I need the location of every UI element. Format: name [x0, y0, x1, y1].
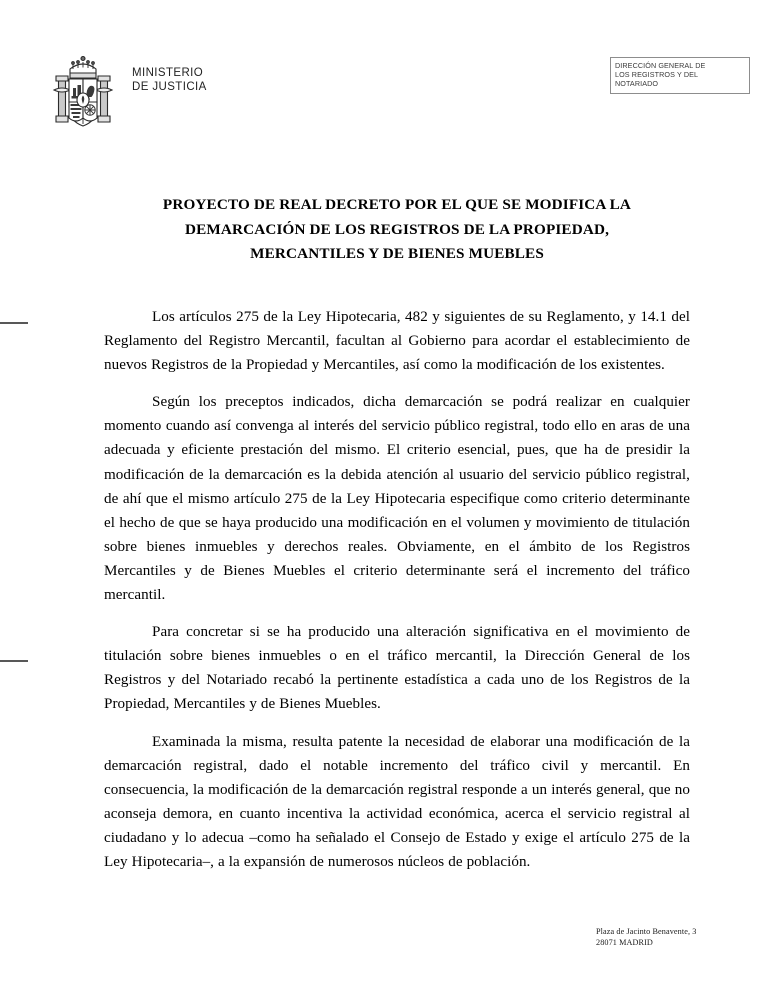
document-title — [104, 193, 690, 267]
ministry-name — [132, 66, 207, 94]
body-paragraph-2: Según los preceptos indicados, dicha demarcación se podrá realizar en cualquier momento cuando así convenga al interés del servicio público registral, todo ello en aras de una adecuada y eficiente prestación del mismo. El criterio esencial, pues, que ha de presidir la modificación de la demarcación es la debida atención al usuario del servicio público registral, de ahí que el mismo artículo 275 de la Ley Hipotecaria especifique como criterio determinante el hecho de que se haya producido una modificación en el volumen y movimiento de titulación sobre bienes inmuebles y derechos reales. Obviamente, en el ámbito de los Registros Mercantiles y de Bienes Muebles el criterio determinante será el incremento del tráfico mercantil. — [104, 394, 690, 604]
margin-revision-mark-2 — [0, 660, 28, 662]
department-line-3: NOTARIADO — [615, 79, 659, 89]
footer-address-line-2: 28071 MADRID — [596, 938, 653, 947]
department-line-1: DIRECCIÓN GENERAL DE — [615, 61, 706, 70]
ministry-brand — [44, 52, 207, 134]
title-line-3: MERCANTILES Y DE BIENES MUEBLES — [250, 245, 544, 262]
spain-coat-of-arms-icon — [44, 52, 122, 134]
body-paragraph-1: Los artículos 275 de la Ley Hipotecaria, 482 y siguientes de su Reglamento, y 14.1 del Reglamento del Registro Mercantil, facultan al Gobierno para acordar el establecimiento de nuevos Registros de la Propiedad y Mercantiles, así como la modificación de los existentes. — [104, 309, 690, 374]
title-line-1: PROYECTO DE REAL DECRETO POR EL QUE SE MODIFICA LA — [162, 196, 632, 213]
title-line-2: DEMARCACIÓN DE LOS REGISTROS DE LA PROPIEDAD, — [184, 220, 610, 238]
department-line-2: LOS REGISTROS Y DEL — [615, 70, 699, 80]
ministry-line-1: MINISTERIO — [132, 67, 204, 79]
body-paragraph-3: Para concretar si se ha producido una alteración significativa en el movimiento de titulación sobre bienes inmuebles o en el tráfico mercantil, la Dirección General de los Registros y del Notariado recabó la pertinente estadística a cada uno de los Registros de la Propiedad, Mercantiles y de Bienes Muebles. — [104, 624, 690, 713]
department-box — [610, 57, 750, 94]
body-paragraph-4: Examinada la misma, resulta patente la necesidad de elaborar una modificación de la demarcación registral, dado el notable incremento del tráfico civil y mercantil. En consecuencia, la modificación de la demarcación registral responde a un interés general, que no aconseja demora, en cuanto incentiva la actividad económica, acerca el servicio registral al ciudadano y lo adecua –como ha señalado el Consejo de Estado y exige el artículo 275 de la Ley Hipotecaria–, a la expansión de numerosos núcleos de población. — [104, 733, 690, 870]
ministry-line-2: DE JUSTICIA — [132, 81, 207, 93]
margin-revision-mark-1 — [0, 322, 28, 324]
footer-address-line-1: Plaza de Jacinto Benavente, 3 — [596, 927, 697, 936]
document-footer — [596, 926, 766, 948]
document-body — [104, 305, 690, 874]
document-header — [0, 52, 768, 152]
